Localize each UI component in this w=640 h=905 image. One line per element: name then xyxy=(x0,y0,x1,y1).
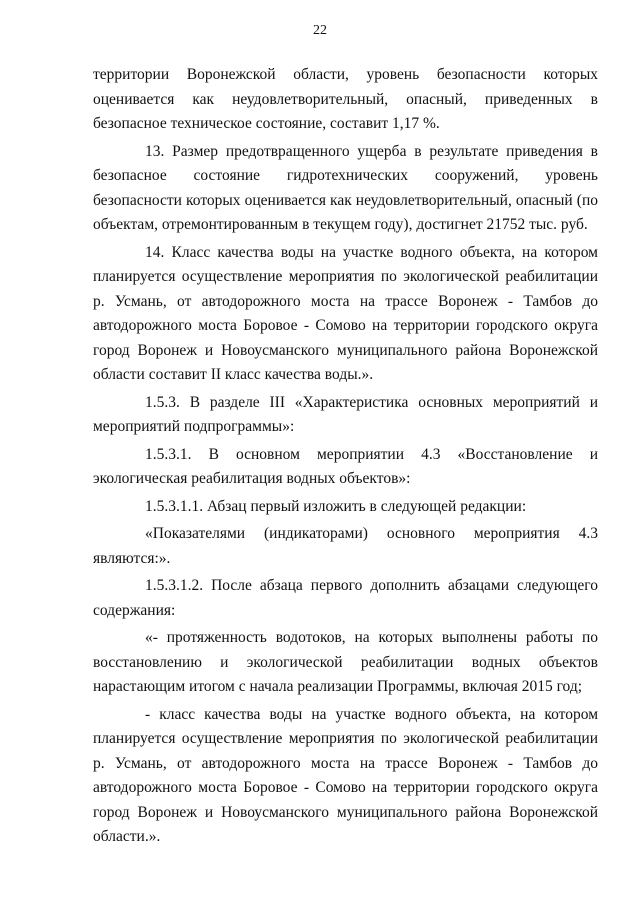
paragraph-1-5-3: 1.5.3. В разделе III «Характеристика основных мероприятий и мероприятий подпрограммы»: xyxy=(93,393,598,435)
paragraph-continuation: территории Воронежской области, уровень безопасности которых оценивается как неудовлетворительный, опасный, приведенных в безопасное техническое состояние, составит 1,17 %. xyxy=(93,66,598,132)
paragraph-indicators: «Показателями (индикаторами) основного мероприятия 4.3 являются:». xyxy=(93,525,598,567)
paragraph-item-13: 13. Размер предотвращенного ущерба в результате приведения в безопасное состояние гидротехнических сооружений, уровень безопасности которых оценивается как неудовлетворительный, опасный (по объектам, отремонтированным в текущем году), достигнет 21752 тыс. руб. xyxy=(93,142,598,233)
paragraph-1-5-3-1: 1.5.3.1. В основном мероприятии 4.3 «Восстановление и экологическая реабилитация водных объектов»: xyxy=(93,445,598,487)
paragraph-item-14: 14. Класс качества воды на участке водного объекта, на котором планируется осуществление мероприятия по экологической реабилитации р. Усмань, от автодорожного моста на трассе Воронеж - Тамбов до автодорожного моста Боровое - Сомово на территории городского округа город Воронеж и Новоусманского муниципального района Воронежской области составит II класс качества воды.». xyxy=(93,243,598,383)
paragraph-1-5-3-1-1: 1.5.3.1.1. Абзац первый изложить в следующей редакции: xyxy=(145,497,527,515)
document-body xyxy=(93,63,598,850)
page-number: 22 xyxy=(313,23,327,38)
paragraph-watercourse-length: «- протяженность водотоков, на которых выполнены работы по восстановлению и экологической реабилитации водных объектов нарастающим итогом с начала реализации Программы, включая 2015 год; xyxy=(93,629,598,695)
paragraph-water-quality-class: - класс качества воды на участке водного объекта, на котором планируется осуществление мероприятия по экологической реабилитации р. Усмань, от автодорожного моста на трассе Воронеж - Тамбов до автодорожного моста Боровое - Сомово на территории городского округа город Воронеж и Новоусманского муниципального района Воронежской области.». xyxy=(93,705,598,845)
paragraph-1-5-3-1-2: 1.5.3.1.2. После абзаца первого дополнить абзацами следующего содержания: xyxy=(93,577,598,619)
